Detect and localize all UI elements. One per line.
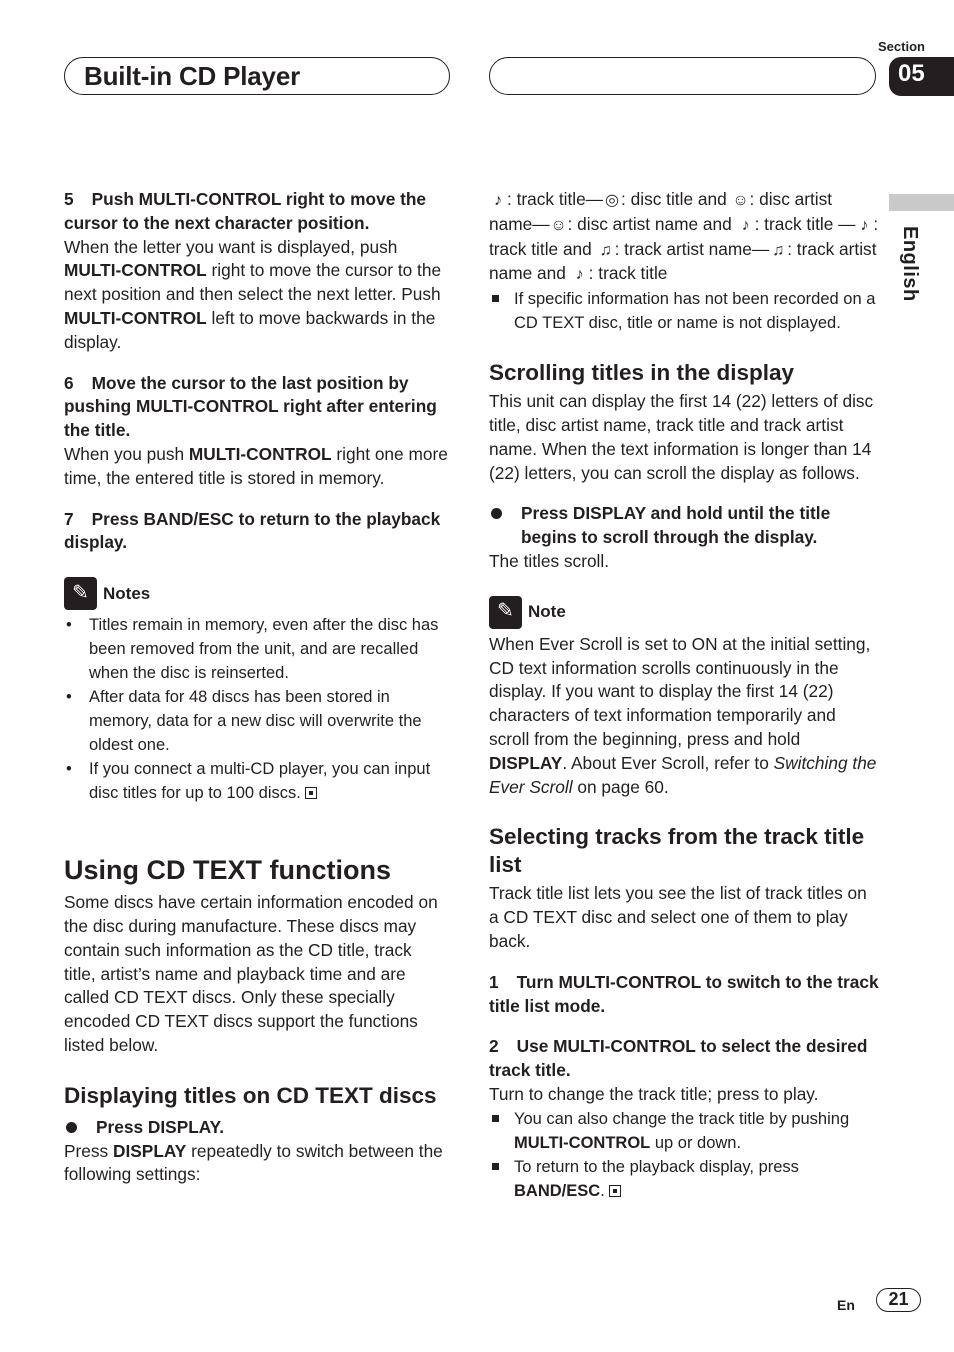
section-label: Section [878, 39, 925, 54]
left-column [64, 188, 448, 1187]
track-title-icon: ♪ [860, 216, 869, 234]
track-title-icon: ♪ [741, 216, 750, 234]
scroll-step: Press DISPLAY and hold until the title begins to scroll through the display. [489, 502, 879, 550]
select-step-1-title: 1 Turn MULTI-CONTROL to switch to the track title list mode. [489, 971, 879, 1016]
section-heading-cd-text: Using CD TEXT functions [64, 855, 391, 886]
end-of-section-icon [609, 1185, 621, 1197]
select-note-2: To return to the playback display, press BAND/ESC. [489, 1155, 879, 1203]
pencil-note-icon: ✎ [64, 577, 97, 610]
disc-title-icon: ◎ [605, 192, 620, 209]
ever-scroll-note: When Ever Scroll is set to ON at the initial setting, CD text information scrolls continuously in the display. If you want to display the first 14 (22) characters of text information temporarily and scroll from the beginning, press and hold DISPLAY. About Ever Scroll, refer to Switching the Ever Scroll on page 60. [489, 633, 877, 797]
section-number-badge [889, 57, 954, 96]
sequence-note: If specific information has not been recorded on a CD TEXT disc, title or name is not displayed. [489, 287, 879, 335]
list-item: • If you connect a multi-CD player, you can input disc titles for up to 100 discs. [64, 757, 448, 805]
step-5-title: 5 Push MULTI-CONTROL right to move the cursor to the next character position. [64, 189, 427, 233]
subheading-displaying-titles: Displaying titles on CD TEXT discs [64, 1082, 437, 1108]
step-7-title: 7 Press BAND/ESC to return to the playback display. [64, 508, 441, 553]
track-artist-icon: ♫ [772, 241, 785, 259]
track-title-icon: ♪ [575, 266, 584, 284]
step-6-body: When you push MULTI-CONTROL right one more time, the entered title is stored in memory. [64, 443, 448, 488]
subheading-scrolling: Scrolling titles in the display [489, 360, 795, 386]
press-display-step: Press DISPLAY. [64, 1116, 448, 1140]
note-heading: ✎ Note [489, 596, 879, 629]
display-sequence: ♪ : track title— ◎ : disc title and ☺: disc artist name—☺: disc artist name and ♪ : track title — ♪ : track title and ♫ : track artist name— ♫ : track artist name and ♪ : track title [489, 188, 879, 287]
notes-heading: ✎ Notes [64, 577, 448, 610]
select-step-2-title: 2 Use MULTI-CONTROL to select the desired track title. [489, 1036, 868, 1081]
select-body: Track title list lets you see the list of track titles on a CD TEXT disc and select one of them to play back. [489, 883, 867, 951]
pencil-note-icon: ✎ [489, 596, 522, 629]
end-of-section-icon [305, 787, 317, 799]
select-note-1: You can also change the track title by pushing MULTI-CONTROL up or down. [489, 1107, 879, 1155]
track-title-icon: ♪ [494, 192, 502, 209]
disc-artist-icon: ☺ [550, 216, 567, 234]
list-item: • After data for 48 discs has been stored in memory, data for a new disc will overwrite the oldest one. [64, 685, 448, 757]
header-empty-box [489, 57, 876, 95]
chapter-title-box [64, 57, 450, 95]
chapter-title: Built-in CD Player [84, 61, 300, 91]
list-item: • Titles remain in memory, even after the disc has been removed from the unit, and are recalled when the disc is reinserted. [64, 613, 448, 685]
cd-text-intro: Some discs have certain information encoded on the disc during manufacture. These discs may contain such information as the CD title, track title, artist’s name and playback time and are called CD TEXT discs. Only these specially encoded CD TEXT discs support the functions listed below. [64, 892, 438, 1055]
step-5-body: When the letter you want is displayed, push MULTI-CONTROL right to move the cursor to the next position and then select the next letter. Push MULTI-CONTROL left to move backwards in the display. [64, 236, 442, 352]
subheading-selecting-tracks: Selecting tracks from the track title list [489, 824, 865, 878]
scroll-result: The titles scroll. [489, 550, 610, 571]
section-number: 05 [898, 60, 925, 87]
press-display-body: Press DISPLAY repeatedly to switch between the following settings: [64, 1140, 443, 1185]
step-6-title: 6 Move the cursor to the last position by pushing MULTI-CONTROL right after entering the title. [64, 372, 437, 441]
scroll-body: This unit can display the first 14 (22) letters of disc title, disc artist name, track title and track artist name. When the text information is longer than 14 (22) letters, you can scroll the display as follows. [489, 391, 874, 483]
right-column [489, 188, 879, 1203]
footer-language: En [837, 1297, 855, 1313]
track-artist-icon: ♫ [599, 241, 612, 259]
notes-list [64, 613, 448, 805]
select-step-2-body: Turn to change the track title; press to play. [489, 1083, 819, 1104]
language-tab-marker [889, 194, 954, 211]
disc-artist-icon: ☺ [732, 192, 749, 209]
language-side-label: English [899, 226, 921, 302]
page-number: 21 [876, 1288, 921, 1312]
